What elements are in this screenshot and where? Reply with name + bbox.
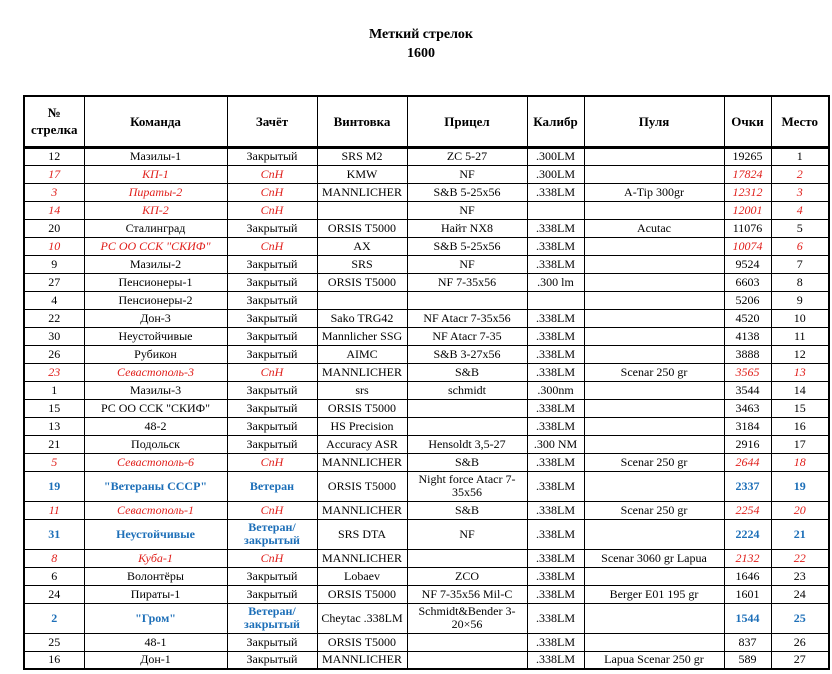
column-header-caliber: Калибр bbox=[527, 96, 584, 147]
cell-score: 3888 bbox=[724, 345, 771, 363]
cell-team: КП-2 bbox=[84, 201, 227, 219]
cell-shooter-number: 16 bbox=[24, 651, 84, 669]
cell-rifle: MANNLICHER bbox=[317, 651, 407, 669]
cell-shooter-number: 11 bbox=[24, 501, 84, 519]
table-row bbox=[24, 183, 829, 201]
cell-scope: S&B bbox=[407, 501, 527, 519]
cell-scope: NF Atacr 7-35 bbox=[407, 327, 527, 345]
column-header-scope: Прицел bbox=[407, 96, 527, 147]
cell-caliber: .300 NM bbox=[527, 435, 584, 453]
cell-score: 12312 bbox=[724, 183, 771, 201]
table-row bbox=[24, 327, 829, 345]
cell-scope: Schmidt&Bender 3-20×56 bbox=[407, 603, 527, 633]
cell-shooter-number: 26 bbox=[24, 345, 84, 363]
cell-caliber: .338LM bbox=[527, 567, 584, 585]
cell-rifle: Mannlicher SSG bbox=[317, 327, 407, 345]
cell-score: 1544 bbox=[724, 603, 771, 633]
cell-place: 21 bbox=[771, 519, 829, 549]
cell-shooter-number: 21 bbox=[24, 435, 84, 453]
cell-rifle: AX bbox=[317, 237, 407, 255]
cell-bullet bbox=[584, 633, 724, 651]
cell-scope: S&B bbox=[407, 453, 527, 471]
cell-scope: NF 7-35x56 bbox=[407, 273, 527, 291]
cell-team: Пираты-1 bbox=[84, 585, 227, 603]
page-subtitle: 1600 bbox=[407, 46, 435, 61]
cell-team: "Ветераны СССР" bbox=[84, 471, 227, 501]
cell-category: Ветеран/ закрытый bbox=[227, 519, 317, 549]
table-row bbox=[24, 399, 829, 417]
cell-shooter-number: 2 bbox=[24, 603, 84, 633]
cell-place: 27 bbox=[771, 651, 829, 669]
cell-place: 14 bbox=[771, 381, 829, 399]
cell-place: 2 bbox=[771, 165, 829, 183]
cell-rifle: srs bbox=[317, 381, 407, 399]
cell-category: СпН bbox=[227, 237, 317, 255]
cell-scope: NF bbox=[407, 519, 527, 549]
table-row bbox=[24, 345, 829, 363]
cell-caliber: .338LM bbox=[527, 603, 584, 633]
cell-place: 9 bbox=[771, 291, 829, 309]
cell-score: 12001 bbox=[724, 201, 771, 219]
table-row bbox=[24, 567, 829, 585]
cell-rifle: MANNLICHER bbox=[317, 363, 407, 381]
table-row bbox=[24, 363, 829, 381]
cell-place: 20 bbox=[771, 501, 829, 519]
cell-shooter-number: 3 bbox=[24, 183, 84, 201]
cell-scope: S&B bbox=[407, 363, 527, 381]
table-row bbox=[24, 435, 829, 453]
cell-place: 22 bbox=[771, 549, 829, 567]
cell-shooter-number: 30 bbox=[24, 327, 84, 345]
cell-bullet bbox=[584, 399, 724, 417]
cell-category: Закрытый bbox=[227, 291, 317, 309]
cell-shooter-number: 24 bbox=[24, 585, 84, 603]
table-row bbox=[24, 471, 829, 501]
column-header-category: Зачёт bbox=[227, 96, 317, 147]
cell-score: 3184 bbox=[724, 417, 771, 435]
cell-score: 3544 bbox=[724, 381, 771, 399]
cell-shooter-number: 1 bbox=[24, 381, 84, 399]
cell-score: 2224 bbox=[724, 519, 771, 549]
cell-shooter-number: 9 bbox=[24, 255, 84, 273]
cell-team: Неустойчивые bbox=[84, 327, 227, 345]
cell-category: Закрытый bbox=[227, 435, 317, 453]
table-row bbox=[24, 291, 829, 309]
cell-team: КП-1 bbox=[84, 165, 227, 183]
cell-caliber: .300LM bbox=[527, 165, 584, 183]
cell-rifle: MANNLICHER bbox=[317, 183, 407, 201]
cell-place: 26 bbox=[771, 633, 829, 651]
cell-rifle bbox=[317, 201, 407, 219]
cell-category: СпН bbox=[227, 501, 317, 519]
cell-caliber: .338LM bbox=[527, 651, 584, 669]
cell-place: 13 bbox=[771, 363, 829, 381]
cell-caliber: .338LM bbox=[527, 585, 584, 603]
cell-team: Пенсионеры-2 bbox=[84, 291, 227, 309]
cell-shooter-number: 27 bbox=[24, 273, 84, 291]
cell-scope: NF bbox=[407, 255, 527, 273]
cell-category: Ветеран/ закрытый bbox=[227, 603, 317, 633]
cell-team: Пираты-2 bbox=[84, 183, 227, 201]
cell-rifle: KMW bbox=[317, 165, 407, 183]
table-row bbox=[24, 201, 829, 219]
column-header-place: Место bbox=[771, 96, 829, 147]
cell-scope: S&B 5-25x56 bbox=[407, 183, 527, 201]
cell-caliber: .338LM bbox=[527, 237, 584, 255]
cell-team: Волонтёры bbox=[84, 567, 227, 585]
cell-category: Закрытый bbox=[227, 327, 317, 345]
cell-bullet bbox=[584, 417, 724, 435]
cell-team: Неустойчивые bbox=[84, 519, 227, 549]
results-table bbox=[23, 95, 830, 670]
cell-caliber: .338LM bbox=[527, 519, 584, 549]
cell-caliber: .338LM bbox=[527, 471, 584, 501]
cell-category: Закрытый bbox=[227, 345, 317, 363]
cell-team: Дон-3 bbox=[84, 309, 227, 327]
cell-category: СпН bbox=[227, 183, 317, 201]
cell-score: 3565 bbox=[724, 363, 771, 381]
cell-scope bbox=[407, 417, 527, 435]
cell-bullet bbox=[584, 603, 724, 633]
cell-place: 15 bbox=[771, 399, 829, 417]
cell-caliber: .300 lm bbox=[527, 273, 584, 291]
cell-bullet: Scenar 250 gr bbox=[584, 501, 724, 519]
table-row bbox=[24, 633, 829, 651]
cell-score: 2132 bbox=[724, 549, 771, 567]
cell-team: Куба-1 bbox=[84, 549, 227, 567]
cell-shooter-number: 20 bbox=[24, 219, 84, 237]
table-row bbox=[24, 147, 829, 165]
cell-shooter-number: 31 bbox=[24, 519, 84, 549]
cell-rifle: SRS DTA bbox=[317, 519, 407, 549]
cell-scope bbox=[407, 291, 527, 309]
cell-bullet: Scenar 250 gr bbox=[584, 363, 724, 381]
cell-bullet bbox=[584, 255, 724, 273]
cell-bullet: Lapua Scenar 250 gr bbox=[584, 651, 724, 669]
table-header bbox=[24, 96, 829, 147]
cell-place: 24 bbox=[771, 585, 829, 603]
cell-category: СпН bbox=[227, 201, 317, 219]
cell-bullet bbox=[584, 237, 724, 255]
cell-bullet: A-Tip 300gr bbox=[584, 183, 724, 201]
column-header-score: Очки bbox=[724, 96, 771, 147]
cell-rifle: MANNLICHER bbox=[317, 501, 407, 519]
cell-place: 1 bbox=[771, 147, 829, 165]
cell-shooter-number: 15 bbox=[24, 399, 84, 417]
cell-caliber: .338LM bbox=[527, 327, 584, 345]
cell-bullet bbox=[584, 273, 724, 291]
cell-shooter-number: 25 bbox=[24, 633, 84, 651]
cell-team: Дон-1 bbox=[84, 651, 227, 669]
cell-bullet bbox=[584, 381, 724, 399]
cell-category: Закрытый bbox=[227, 585, 317, 603]
cell-shooter-number: 14 bbox=[24, 201, 84, 219]
page-title: Меткий стрелок bbox=[368, 27, 473, 42]
cell-shooter-number: 4 bbox=[24, 291, 84, 309]
cell-scope: Hensoldt 3,5-27 bbox=[407, 435, 527, 453]
cell-bullet bbox=[584, 435, 724, 453]
cell-scope bbox=[407, 549, 527, 567]
cell-caliber bbox=[527, 201, 584, 219]
cell-score: 4520 bbox=[724, 309, 771, 327]
table-row bbox=[24, 219, 829, 237]
cell-score: 1646 bbox=[724, 567, 771, 585]
cell-shooter-number: 17 bbox=[24, 165, 84, 183]
cell-team: 48-2 bbox=[84, 417, 227, 435]
cell-place: 5 bbox=[771, 219, 829, 237]
table-row bbox=[24, 165, 829, 183]
cell-score: 10074 bbox=[724, 237, 771, 255]
cell-bullet bbox=[584, 327, 724, 345]
cell-scope: S&B 3-27x56 bbox=[407, 345, 527, 363]
cell-bullet: Acutac bbox=[584, 219, 724, 237]
cell-scope: ZC 5-27 bbox=[407, 147, 527, 165]
cell-team: Севастополь-3 bbox=[84, 363, 227, 381]
cell-category: Закрытый bbox=[227, 633, 317, 651]
cell-shooter-number: 19 bbox=[24, 471, 84, 501]
table-row bbox=[24, 651, 829, 669]
cell-caliber bbox=[527, 291, 584, 309]
cell-team: Мазилы-2 bbox=[84, 255, 227, 273]
table-row bbox=[24, 417, 829, 435]
cell-score: 2337 bbox=[724, 471, 771, 501]
cell-place: 16 bbox=[771, 417, 829, 435]
cell-place: 8 bbox=[771, 273, 829, 291]
cell-caliber: .338LM bbox=[527, 309, 584, 327]
cell-category: СпН bbox=[227, 165, 317, 183]
cell-scope: Найт NX8 bbox=[407, 219, 527, 237]
table-body bbox=[24, 147, 829, 669]
cell-team: Подольск bbox=[84, 435, 227, 453]
cell-category: Закрытый bbox=[227, 567, 317, 585]
cell-caliber: .338LM bbox=[527, 453, 584, 471]
table-row bbox=[24, 453, 829, 471]
cell-caliber: .338LM bbox=[527, 345, 584, 363]
cell-score: 2254 bbox=[724, 501, 771, 519]
cell-score: 2916 bbox=[724, 435, 771, 453]
cell-category: Ветеран bbox=[227, 471, 317, 501]
cell-team: Пенсионеры-1 bbox=[84, 273, 227, 291]
cell-rifle: Lobaev bbox=[317, 567, 407, 585]
cell-place: 10 bbox=[771, 309, 829, 327]
table-row bbox=[24, 273, 829, 291]
table-row bbox=[24, 603, 829, 633]
cell-place: 17 bbox=[771, 435, 829, 453]
cell-team: Рубикон bbox=[84, 345, 227, 363]
cell-rifle: Sako TRG42 bbox=[317, 309, 407, 327]
table-row bbox=[24, 585, 829, 603]
cell-rifle: ORSIS T5000 bbox=[317, 399, 407, 417]
cell-score: 6603 bbox=[724, 273, 771, 291]
cell-bullet bbox=[584, 165, 724, 183]
cell-rifle: ORSIS T5000 bbox=[317, 273, 407, 291]
cell-scope bbox=[407, 399, 527, 417]
cell-bullet bbox=[584, 147, 724, 165]
cell-rifle: ORSIS T5000 bbox=[317, 585, 407, 603]
cell-rifle: SRS M2 bbox=[317, 147, 407, 165]
cell-category: СпН bbox=[227, 363, 317, 381]
table-row bbox=[24, 501, 829, 519]
cell-caliber: .300LM bbox=[527, 147, 584, 165]
cell-score: 589 bbox=[724, 651, 771, 669]
cell-category: Закрытый bbox=[227, 651, 317, 669]
cell-place: 12 bbox=[771, 345, 829, 363]
cell-place: 7 bbox=[771, 255, 829, 273]
cell-bullet: Berger E01 195 gr bbox=[584, 585, 724, 603]
cell-place: 19 bbox=[771, 471, 829, 501]
cell-category: Закрытый bbox=[227, 219, 317, 237]
cell-rifle: ORSIS T5000 bbox=[317, 471, 407, 501]
cell-score: 1601 bbox=[724, 585, 771, 603]
cell-caliber: .338LM bbox=[527, 633, 584, 651]
cell-place: 3 bbox=[771, 183, 829, 201]
cell-team: РС ОО ССК "СКИФ" bbox=[84, 399, 227, 417]
cell-team: Мазилы-3 bbox=[84, 381, 227, 399]
cell-score: 5206 bbox=[724, 291, 771, 309]
cell-shooter-number: 23 bbox=[24, 363, 84, 381]
cell-category: СпН bbox=[227, 549, 317, 567]
cell-category: Закрытый bbox=[227, 309, 317, 327]
cell-rifle: HS Precision bbox=[317, 417, 407, 435]
cell-shooter-number: 22 bbox=[24, 309, 84, 327]
cell-shooter-number: 10 bbox=[24, 237, 84, 255]
table-row bbox=[24, 237, 829, 255]
cell-category: Закрытый bbox=[227, 273, 317, 291]
cell-bullet bbox=[584, 309, 724, 327]
cell-team: Севастополь-1 bbox=[84, 501, 227, 519]
cell-score: 2644 bbox=[724, 453, 771, 471]
cell-score: 19265 bbox=[724, 147, 771, 165]
cell-rifle: Cheytac .338LM bbox=[317, 603, 407, 633]
cell-score: 11076 bbox=[724, 219, 771, 237]
cell-team: Сталинград bbox=[84, 219, 227, 237]
column-header-shooter-number: № стрелка bbox=[24, 96, 84, 147]
table-row bbox=[24, 381, 829, 399]
column-header-team: Команда bbox=[84, 96, 227, 147]
cell-shooter-number: 13 bbox=[24, 417, 84, 435]
cell-team: Мазилы-1 bbox=[84, 147, 227, 165]
cell-category: Закрытый bbox=[227, 381, 317, 399]
column-header-bullet: Пуля bbox=[584, 96, 724, 147]
cell-place: 4 bbox=[771, 201, 829, 219]
cell-rifle: AIMC bbox=[317, 345, 407, 363]
cell-category: СпН bbox=[227, 453, 317, 471]
cell-rifle: Accuracy ASR bbox=[317, 435, 407, 453]
cell-bullet: Scenar 3060 gr Lapua bbox=[584, 549, 724, 567]
cell-scope: NF 7-35x56 Mil-C bbox=[407, 585, 527, 603]
cell-place: 23 bbox=[771, 567, 829, 585]
cell-scope: schmidt bbox=[407, 381, 527, 399]
cell-caliber: .338LM bbox=[527, 417, 584, 435]
cell-score: 4138 bbox=[724, 327, 771, 345]
cell-scope: ZCO bbox=[407, 567, 527, 585]
cell-bullet: Scenar 250 gr bbox=[584, 453, 724, 471]
cell-caliber: .300nm bbox=[527, 381, 584, 399]
cell-caliber: .338LM bbox=[527, 183, 584, 201]
cell-score: 837 bbox=[724, 633, 771, 651]
cell-shooter-number: 5 bbox=[24, 453, 84, 471]
cell-score: 17824 bbox=[724, 165, 771, 183]
cell-bullet bbox=[584, 519, 724, 549]
cell-caliber: .338LM bbox=[527, 255, 584, 273]
cell-category: Закрытый bbox=[227, 399, 317, 417]
cell-team: "Гром" bbox=[84, 603, 227, 633]
cell-category: Закрытый bbox=[227, 417, 317, 435]
cell-shooter-number: 12 bbox=[24, 147, 84, 165]
table-row bbox=[24, 549, 829, 567]
cell-caliber: .338LM bbox=[527, 363, 584, 381]
cell-score: 3463 bbox=[724, 399, 771, 417]
cell-scope: NF bbox=[407, 201, 527, 219]
cell-category: Закрытый bbox=[227, 255, 317, 273]
cell-rifle: ORSIS T5000 bbox=[317, 633, 407, 651]
cell-score: 9524 bbox=[724, 255, 771, 273]
cell-caliber: .338LM bbox=[527, 219, 584, 237]
cell-rifle: MANNLICHER bbox=[317, 549, 407, 567]
cell-rifle bbox=[317, 291, 407, 309]
cell-place: 6 bbox=[771, 237, 829, 255]
cell-scope: NF bbox=[407, 165, 527, 183]
cell-place: 18 bbox=[771, 453, 829, 471]
cell-scope bbox=[407, 651, 527, 669]
cell-caliber: .338LM bbox=[527, 399, 584, 417]
cell-scope: NF Atacr 7-35x56 bbox=[407, 309, 527, 327]
table-row bbox=[24, 519, 829, 549]
column-header-rifle: Винтовка bbox=[317, 96, 407, 147]
cell-shooter-number: 8 bbox=[24, 549, 84, 567]
cell-team: 48-1 bbox=[84, 633, 227, 651]
cell-team: Севастополь-6 bbox=[84, 453, 227, 471]
table-row bbox=[24, 309, 829, 327]
cell-rifle: ORSIS T5000 bbox=[317, 219, 407, 237]
cell-rifle: SRS bbox=[317, 255, 407, 273]
cell-category: Закрытый bbox=[227, 147, 317, 165]
cell-caliber: .338LM bbox=[527, 549, 584, 567]
cell-rifle: MANNLICHER bbox=[317, 453, 407, 471]
cell-bullet bbox=[584, 291, 724, 309]
cell-place: 25 bbox=[771, 603, 829, 633]
cell-bullet bbox=[584, 201, 724, 219]
cell-team: РС ОО ССК "СКИФ" bbox=[84, 237, 227, 255]
cell-place: 11 bbox=[771, 327, 829, 345]
cell-caliber: .338LM bbox=[527, 501, 584, 519]
cell-bullet bbox=[584, 471, 724, 501]
cell-scope bbox=[407, 633, 527, 651]
cell-bullet bbox=[584, 567, 724, 585]
cell-bullet bbox=[584, 345, 724, 363]
cell-scope: S&B 5-25x56 bbox=[407, 237, 527, 255]
cell-scope: Night force Atacr 7-35x56 bbox=[407, 471, 527, 501]
cell-shooter-number: 6 bbox=[24, 567, 84, 585]
table-row bbox=[24, 255, 829, 273]
